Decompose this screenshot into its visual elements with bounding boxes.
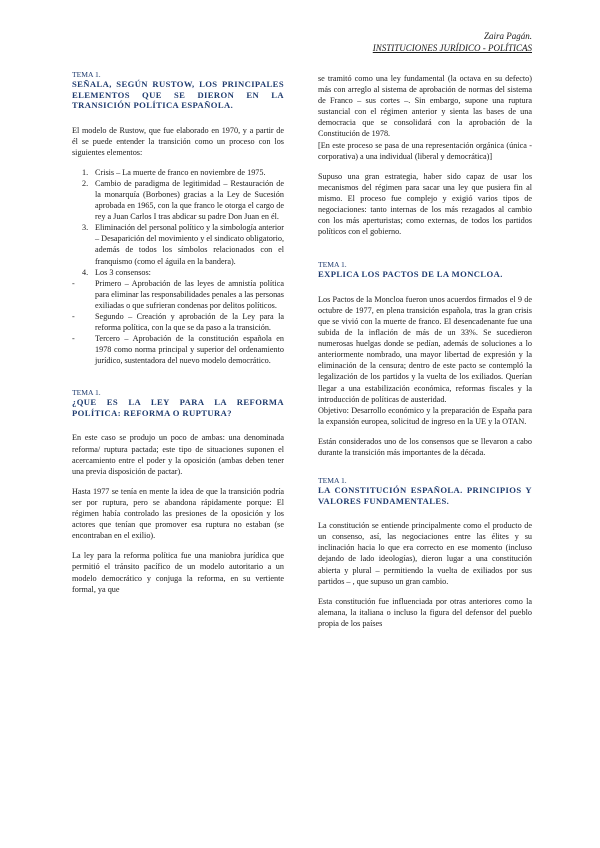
left-column bbox=[72, 70, 284, 604]
section-1-tema: TEMA 1. bbox=[72, 70, 101, 79]
list-item: - Segundo – Creación y aprobación de la Ley para la reforma política, con la que se da paso a la transición. bbox=[72, 312, 284, 333]
list-item: 2. Cambio de paradigma de legitimidad – Restauración de la monarquía (Borbones) gracias a la Ley de Sucesión aprobada en 1965, con la que franco le otorga el cargo de rey a Juan Carlos I tras abdicar su padre Don Juan en él. bbox=[82, 178, 284, 222]
list-item: 3. Eliminación del personal político y la simbología anterior – Desaparición del movimiento y el sindicato obligatorio, además de todos los símbolos relacionados con el franquismo (como el águila en la bandera). bbox=[82, 223, 284, 266]
section-2-tema: TEMA 1. bbox=[72, 388, 101, 398]
paragraph: Hasta 1977 se tenía en mente la idea de que la transición podría ser por ruptura, pero se abandona rápidamente porque: El régimen había controlado las presiones de la oposición y los actores que tenían que promover esa ruptura no estaban (se encontraban en el exilio). bbox=[72, 486, 284, 541]
consensos-list bbox=[72, 278, 284, 367]
author-name: Zaira Pagán. bbox=[483, 31, 532, 41]
section-1-intro: El modelo de Rustow, que fue elaborado en 1970, y a partir de él se puede entender la transición como un proceso con los siguientes elementos: bbox=[72, 125, 284, 157]
paragraph: Esta constitución fue influenciada por otras anteriores como la alemana, la italiana o incluso la figura del defensor del pueblo propia de los países bbox=[318, 596, 532, 628]
rustow-elements-list bbox=[72, 167, 284, 278]
list-item: 1. Crisis – La muerte de franco en noviembre de 1975. bbox=[82, 167, 266, 177]
section-2-title: ¿QUE ES LA LEY PARA LA REFORMA POLÍTICA: REFORMA O RUPTURA? bbox=[72, 397, 284, 418]
paragraph: La constitución se entiende principalmente como el producto de un consenso, así, las negociaciones entre las élites y su inclinación hacia lo que era correcto en ese momento (incluso dejando de lado ideologías), dieron lugar a una constitución abierta y plural – permitiendo la vuelta de exiliados por sus partidos – , que supuso un gran cambio. bbox=[318, 521, 532, 586]
paragraph: [En este proceso se pasa de una representación orgánica (única - corporativa) a una individual (liberal y democrática)] bbox=[318, 140, 532, 161]
list-item: 4. Los 3 consensos: bbox=[82, 267, 151, 277]
list-item: - Primero – Aprobación de las leyes de amnistía política para eliminar las responsabilidades penales a las personas exiliadas o que sufrieran condenas por delitos políticos. bbox=[72, 278, 284, 310]
section-1-title: SEÑALA, SEGÚN RUSTOW, LOS PRINCIPALES ELEMENTOS QUE SE DIERON EN LA TRANSICIÓN POLÍTICA ESPAÑOLA. bbox=[72, 79, 284, 110]
paragraph: Supuso una gran estrategia, haber sido capaz de usar los mecanismos del régimen para sacar una ley que pusiera fin al mismo. El proceso fue complejo y exigió varios tipos de negociaciones: tanto internas de los más rezagados al cambio con los más aperturistas; como externas, de todos los partidos políticos con el gobierno. bbox=[318, 171, 532, 237]
section-4-title: LA CONSTITUCIÓN ESPAÑOLA. PRINCIPIOS Y VALORES FUNDAMENTALES. bbox=[318, 485, 532, 506]
section-4-tema: TEMA 1. bbox=[318, 476, 347, 486]
paragraph: se tramitó como una ley fundamental (la octava en su defecto) más con arreglo al sistema de aprobación de normas del sistema de Franco – sus cortes –. Sin embargo, supone una ruptura sustancial con el régimen anterior y sienta las bases de una democracia que se consolidará con la aprobación de la Constitución de 1978. bbox=[318, 74, 532, 139]
section-3-tema: TEMA 1. bbox=[318, 260, 347, 270]
page-header bbox=[373, 30, 532, 54]
paragraph: La ley para la reforma política fue una maniobra jurídica que permitió el tránsito pacífico de un modelo autoritario a un modelo democrático y conjuga la reforma, en su vertiente formal, ya que bbox=[72, 551, 284, 594]
list-item: - Tercero – Aprobación de la constitución española en 1978 como norma principal y superior del ordenamiento jurídico, sustentadora del nuevo modelo democrático. bbox=[72, 334, 284, 366]
paragraph: Los Pactos de la Moncloa fueron unos acuerdos firmados el 9 de octubre de 1977, en plena transición española, tras la gran crisis que se vivió con la muerte de franco. El desencadenante fue una subida de la inflación de más de un 33%. Se sucedieron numerosas huelgas donde se pedían, además de soluciones a lo anteriormente nombrado, una mayor libertad de expresión y la eliminación de la censura; dentro de este pacto se contempló la legalización de los partidos y la vuelta de los exiliados. Querían llegar a una estabilización económica, reformas fiscales y la introducción de políticas de austeridad. bbox=[318, 294, 532, 404]
paragraph: En este caso se produjo un poco de ambas: una denominada reforma/ ruptura pactada; este tipo de situaciones suponen el acercamiento entre el poder y la oposición (ambas deben tener una previa disposición de pactar). bbox=[72, 433, 284, 476]
right-column bbox=[318, 73, 532, 638]
subject-title: INSTITUCIONES JURÍDICO - POLÍTICAS bbox=[372, 43, 532, 53]
paragraph: Objetivo: Desarrollo económico y la preparación de España para la expansión europea, solicitud de ingreso en la UE y la OTAN. bbox=[318, 405, 532, 426]
section-3-title: EXPLICA LOS PACTOS DE LA MONCLOA. bbox=[318, 269, 503, 280]
paragraph: Están considerados uno de los consensos que se llevaron a cabo durante la transición más importantes de la década. bbox=[318, 436, 532, 458]
